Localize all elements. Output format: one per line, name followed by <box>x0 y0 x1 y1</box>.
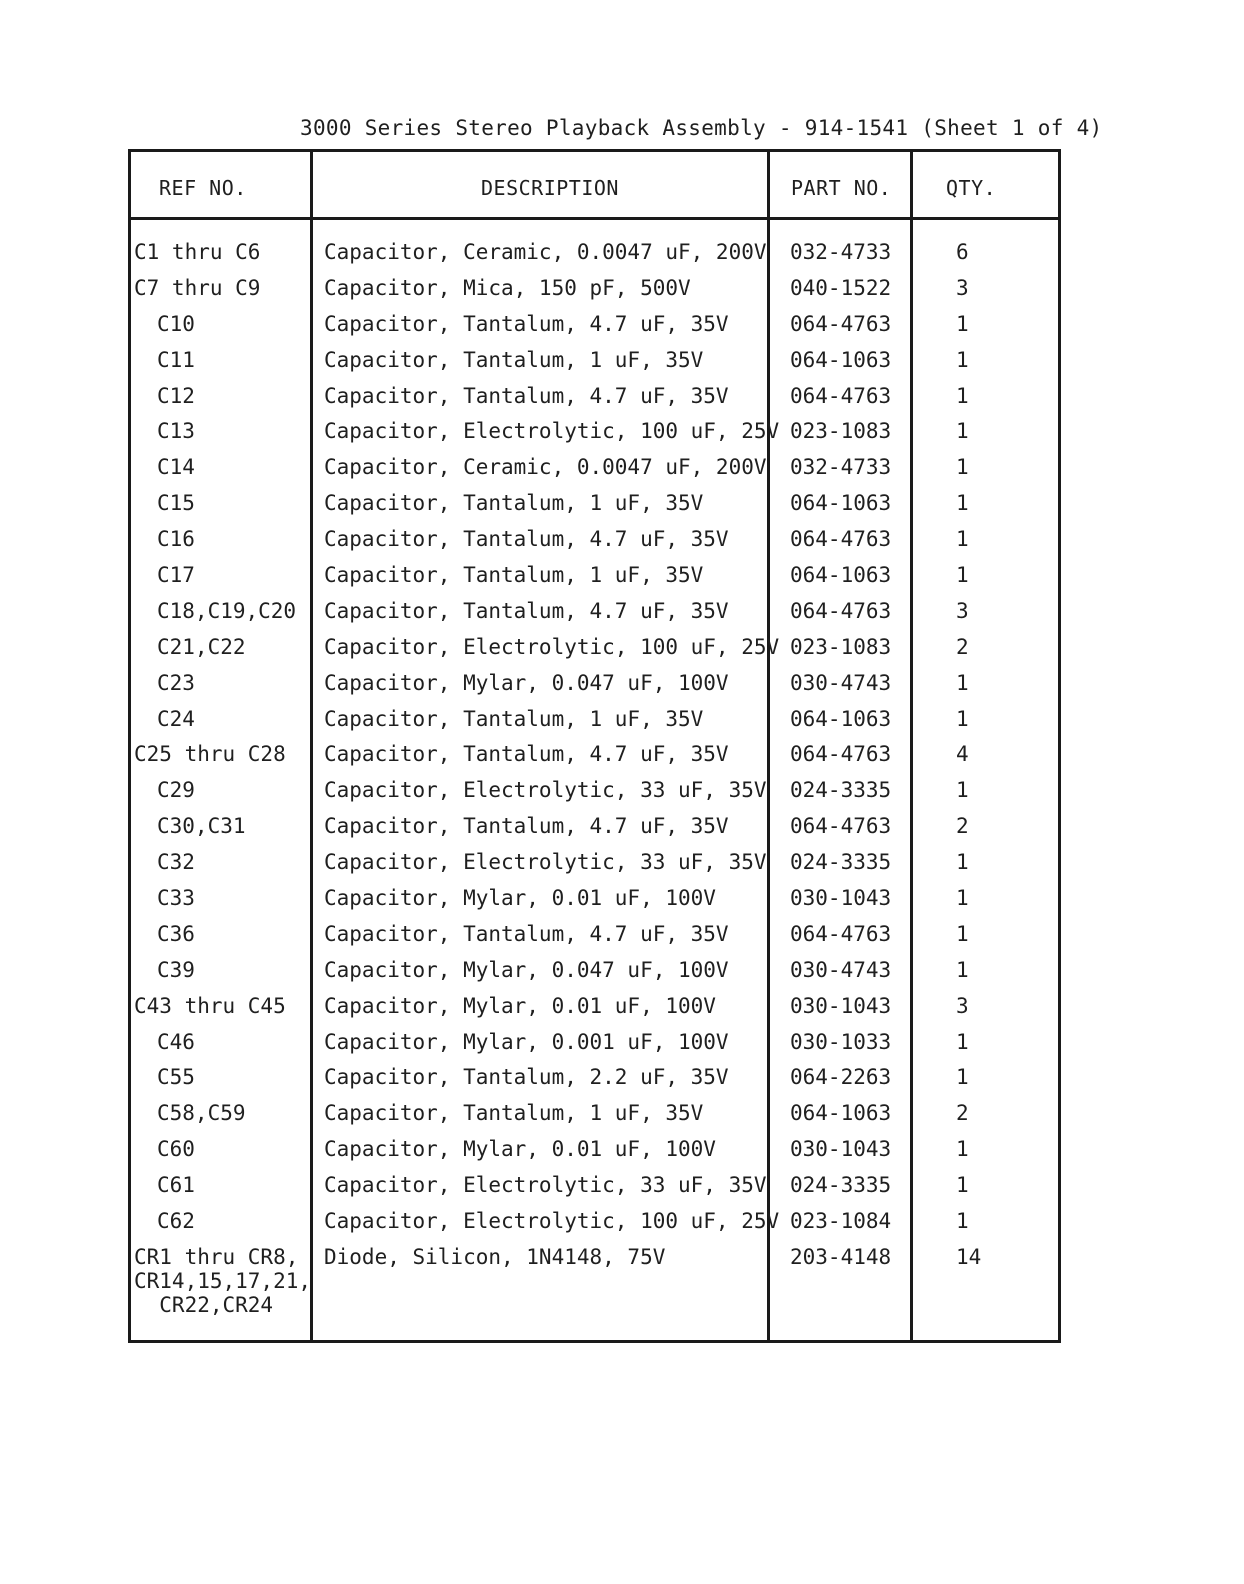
part-no-cell: 024-3335 <box>790 778 892 803</box>
header-divider <box>131 217 1058 220</box>
description-cell: Capacitor, Tantalum, 4.7 uF, 35V <box>324 598 729 623</box>
qty-cell: 2 <box>956 634 969 659</box>
ref-no-cell: C46 <box>157 1029 195 1054</box>
table-row <box>131 419 1058 455</box>
part-no-cell: 040-1522 <box>790 275 892 300</box>
part-no-cell: 023-1083 <box>790 634 892 659</box>
table-row <box>131 1209 1058 1245</box>
qty-cell: 4 <box>956 742 969 767</box>
qty-cell: 1 <box>956 311 969 336</box>
qty-cell: 3 <box>956 275 969 300</box>
ref-no-cell: C15 <box>157 491 195 516</box>
ref-no-cell: C11 <box>157 347 195 372</box>
ref-no-cell: C18,C19,C20 <box>157 598 297 623</box>
table-row <box>131 886 1058 922</box>
part-no-cell: 064-4763 <box>790 742 892 767</box>
table-row <box>131 455 1058 491</box>
ref-no-cell: C25 thru C28 <box>134 742 286 767</box>
ref-no-cell: C60 <box>157 1137 195 1162</box>
qty-cell: 1 <box>956 850 969 875</box>
qty-cell: 3 <box>956 993 969 1018</box>
description-cell: Capacitor, Tantalum, 4.7 uF, 35V <box>324 742 729 767</box>
ref-no-cell: C55 <box>157 1065 195 1090</box>
description-cell: Capacitor, Tantalum, 4.7 uF, 35V <box>324 311 729 336</box>
ref-no-cell: C24 <box>157 706 195 731</box>
table-row <box>131 527 1058 563</box>
part-no-cell: 064-4763 <box>790 598 892 623</box>
part-no-cell: 064-1063 <box>790 347 892 372</box>
table-row <box>131 742 1058 778</box>
description-cell: Capacitor, Tantalum, 4.7 uF, 35V <box>324 527 729 552</box>
ref-no-cell: C36 <box>157 921 195 946</box>
description-cell: Capacitor, Mylar, 0.01 uF, 100V <box>324 886 716 911</box>
ref-no-cell: C61 <box>157 1173 195 1198</box>
description-cell: Capacitor, Mylar, 0.01 uF, 100V <box>324 1137 716 1162</box>
ref-no-cell: C62 <box>157 1209 195 1234</box>
description-cell: Capacitor, Ceramic, 0.0047 uF, 200V <box>324 240 767 264</box>
description-cell: Diode, Silicon, 1N4148, 75V <box>324 1244 666 1269</box>
ref-no-cell: C39 <box>157 957 195 982</box>
table-row <box>131 1137 1058 1173</box>
description-cell: Capacitor, Tantalum, 2.2 uF, 35V <box>324 1065 729 1090</box>
qty-cell: 1 <box>956 491 969 516</box>
part-no-cell: 064-1063 <box>790 491 892 516</box>
qty-cell: 1 <box>956 670 969 695</box>
ref-no-cell: C32 <box>157 850 195 875</box>
ref-no-cell: C1 thru C6 <box>134 240 261 264</box>
page-title: 3000 Series Stereo Playback Assembly - 914-1541 (Sheet 1 of 4) <box>300 116 1103 140</box>
ref-no-cell: C43 thru C45 <box>134 993 286 1018</box>
ref-no-cell: C14 <box>157 455 195 480</box>
table-body <box>131 240 1058 1325</box>
part-no-cell: 030-4743 <box>790 670 892 695</box>
part-no-cell: 030-1033 <box>790 1029 892 1054</box>
part-no-cell: 064-1063 <box>790 563 892 588</box>
table-row <box>131 384 1058 420</box>
ref-no-cell: C16 <box>157 527 195 552</box>
table-row <box>131 240 1058 276</box>
table-row <box>131 1030 1058 1066</box>
part-no-cell: 030-4743 <box>790 957 892 982</box>
part-no-cell: 024-3335 <box>790 850 892 875</box>
ref-no-cell: C7 thru C9 <box>134 275 261 300</box>
part-no-cell: 064-4763 <box>790 383 892 408</box>
description-cell: Capacitor, Electrolytic, 33 uF, 35V <box>324 1173 767 1198</box>
table-row <box>131 850 1058 886</box>
ref-no-cell: C58,C59 <box>157 1101 246 1126</box>
qty-cell: 1 <box>956 383 969 408</box>
description-cell: Capacitor, Mylar, 0.01 uF, 100V <box>324 993 716 1018</box>
qty-cell: 1 <box>956 1173 969 1198</box>
part-no-cell: 064-4763 <box>790 814 892 839</box>
table-row <box>131 348 1058 384</box>
description-cell: Capacitor, Tantalum, 4.7 uF, 35V <box>324 921 729 946</box>
table-row <box>131 276 1058 312</box>
description-cell: Capacitor, Electrolytic, 100 uF, 25V <box>324 1209 780 1234</box>
ref-no-cell: C30,C31 <box>157 814 246 839</box>
part-no-cell: 024-3335 <box>790 1173 892 1198</box>
qty-cell: 14 <box>956 1244 982 1269</box>
qty-cell: 1 <box>956 527 969 552</box>
ref-no-cell: C10 <box>157 311 195 336</box>
qty-cell: 1 <box>956 706 969 731</box>
qty-cell: 1 <box>956 455 969 480</box>
table-row <box>131 994 1058 1030</box>
qty-cell: 1 <box>956 778 969 803</box>
ref-no-cell: C12 <box>157 383 195 408</box>
description-cell: Capacitor, Tantalum, 4.7 uF, 35V <box>324 814 729 839</box>
part-no-cell: 030-1043 <box>790 993 892 1018</box>
part-no-cell: 064-4763 <box>790 311 892 336</box>
description-cell: Capacitor, Tantalum, 1 uF, 35V <box>324 563 704 588</box>
ref-no-cell: C33 <box>157 886 195 911</box>
qty-cell: 1 <box>956 1065 969 1090</box>
table-row <box>131 1173 1058 1209</box>
ref-no-cell: C29 <box>157 778 195 803</box>
qty-cell: 1 <box>956 347 969 372</box>
description-cell: Capacitor, Tantalum, 1 uF, 35V <box>324 347 704 372</box>
description-cell: Capacitor, Tantalum, 1 uF, 35V <box>324 706 704 731</box>
description-cell: Capacitor, Mylar, 0.047 uF, 100V <box>324 670 729 695</box>
table-row <box>131 1065 1058 1101</box>
table-row <box>131 491 1058 527</box>
ref-no-cell: C21,C22 <box>157 634 246 659</box>
table-row <box>131 922 1058 958</box>
ref-no-cell: C23 <box>157 670 195 695</box>
description-cell: Capacitor, Mylar, 0.047 uF, 100V <box>324 957 729 982</box>
part-no-cell: 064-4763 <box>790 921 892 946</box>
qty-cell: 1 <box>956 419 969 444</box>
qty-cell: 1 <box>956 957 969 982</box>
header-ref-no: REF NO. <box>159 176 247 200</box>
part-no-cell: 030-1043 <box>790 1137 892 1162</box>
part-no-cell: 023-1083 <box>790 419 892 444</box>
description-cell: Capacitor, Electrolytic, 33 uF, 35V <box>324 850 767 875</box>
description-cell: Capacitor, Tantalum, 1 uF, 35V <box>324 491 704 516</box>
table-row <box>131 707 1058 743</box>
description-cell: Capacitor, Electrolytic, 33 uF, 35V <box>324 778 767 803</box>
header-description: DESCRIPTION <box>481 176 619 200</box>
description-cell: Capacitor, Electrolytic, 100 uF, 25V <box>324 419 780 444</box>
table-row <box>131 814 1058 850</box>
ref-no-cell: C13 <box>157 419 195 444</box>
part-no-cell: 023-1084 <box>790 1209 892 1234</box>
header-part-no: PART NO. <box>791 176 892 200</box>
part-no-cell: 030-1043 <box>790 886 892 911</box>
parts-table <box>128 149 1061 1343</box>
table-row <box>131 312 1058 348</box>
qty-cell: 1 <box>956 1137 969 1162</box>
part-no-cell: 064-4763 <box>790 527 892 552</box>
table-row <box>131 778 1058 814</box>
qty-cell: 1 <box>956 921 969 946</box>
part-no-cell: 032-4733 <box>790 240 892 264</box>
part-no-cell: 064-2263 <box>790 1065 892 1090</box>
ref-no-cell: CR1 thru CR8, CR14,15,17,21, CR22,CR24 <box>134 1244 312 1317</box>
qty-cell: 3 <box>956 598 969 623</box>
description-cell: Capacitor, Electrolytic, 100 uF, 25V <box>324 634 780 659</box>
description-cell: Capacitor, Ceramic, 0.0047 uF, 200V <box>324 455 767 480</box>
qty-cell: 1 <box>956 1209 969 1234</box>
part-no-cell: 032-4733 <box>790 455 892 480</box>
header-qty: QTY. <box>946 176 997 200</box>
part-no-cell: 203-4148 <box>790 1244 892 1269</box>
table-row <box>131 671 1058 707</box>
part-no-cell: 064-1063 <box>790 1101 892 1126</box>
qty-cell: 2 <box>956 1101 969 1126</box>
qty-cell: 1 <box>956 1029 969 1054</box>
ref-no-cell: C17 <box>157 563 195 588</box>
part-no-cell: 064-1063 <box>790 706 892 731</box>
table-row <box>131 599 1058 635</box>
table-row <box>131 958 1058 994</box>
description-cell: Capacitor, Mica, 150 pF, 500V <box>324 275 691 300</box>
qty-cell: 1 <box>956 563 969 588</box>
qty-cell: 2 <box>956 814 969 839</box>
description-cell: Capacitor, Tantalum, 1 uF, 35V <box>324 1101 704 1126</box>
qty-cell: 1 <box>956 886 969 911</box>
table-row <box>131 1101 1058 1137</box>
table-row <box>131 635 1058 671</box>
table-row <box>131 563 1058 599</box>
description-cell: Capacitor, Tantalum, 4.7 uF, 35V <box>324 383 729 408</box>
qty-cell: 6 <box>956 240 969 264</box>
table-row <box>131 1245 1058 1325</box>
description-cell: Capacitor, Mylar, 0.001 uF, 100V <box>324 1029 729 1054</box>
